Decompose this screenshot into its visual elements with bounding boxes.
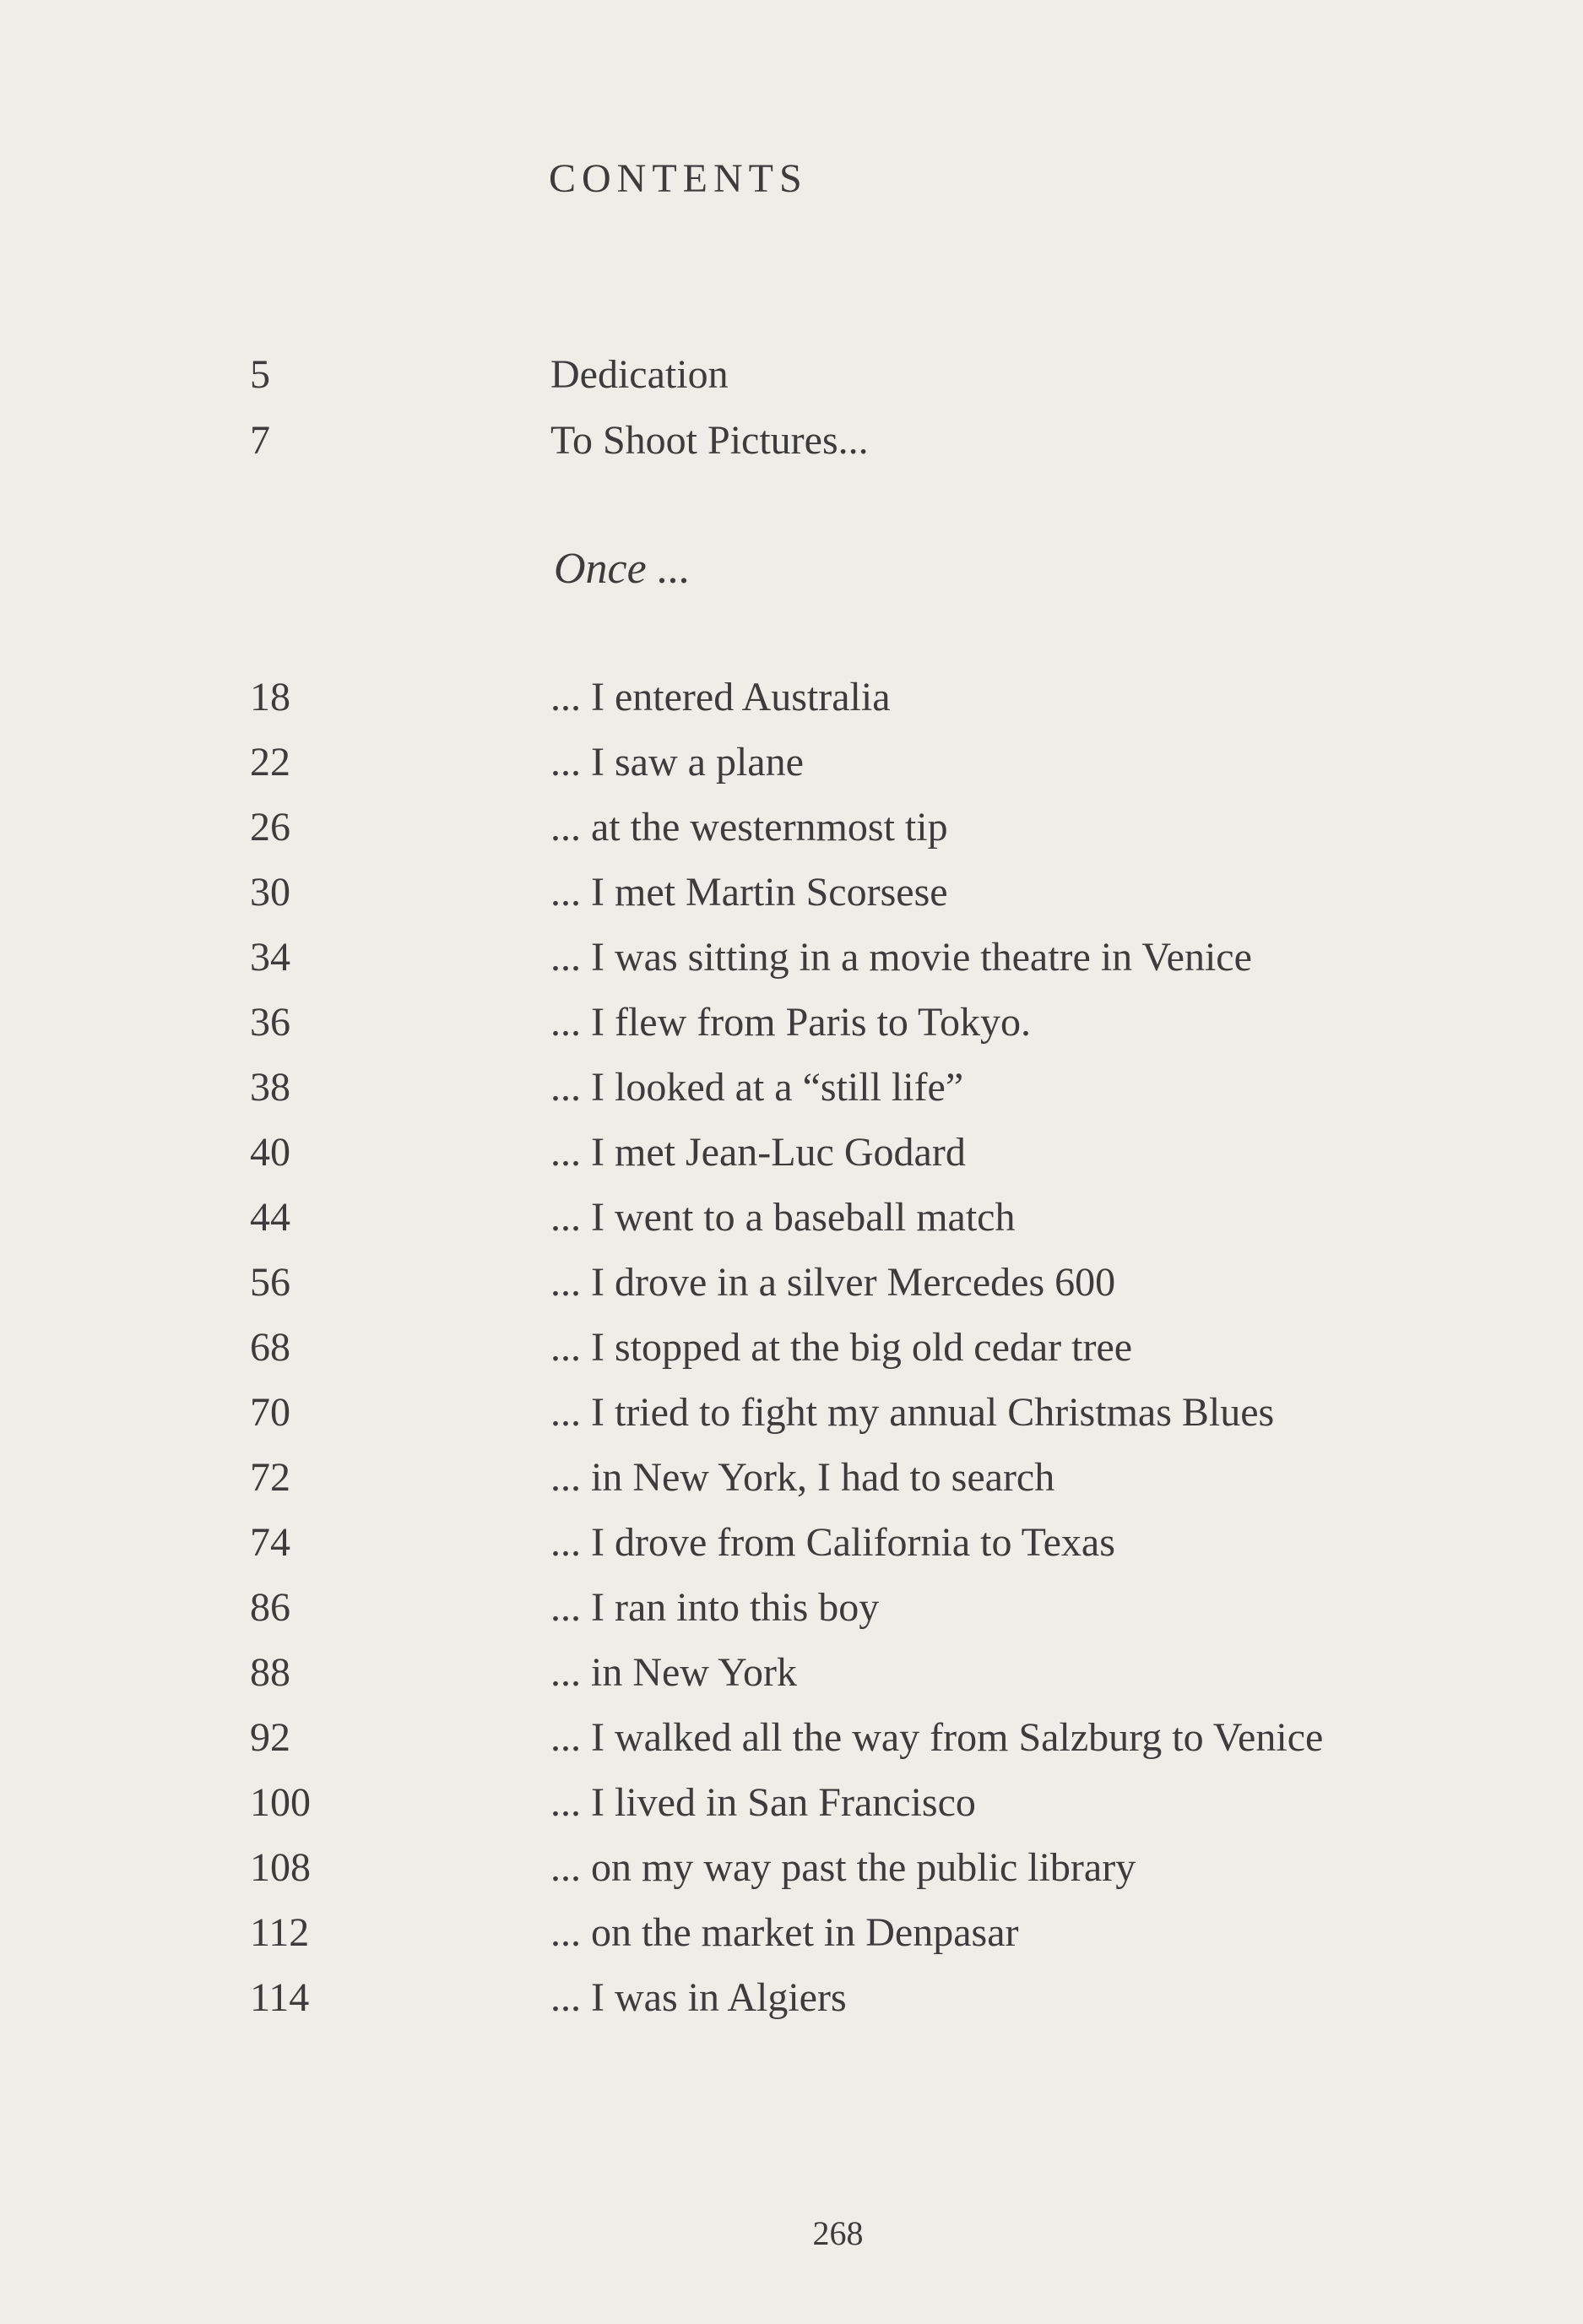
toc-entry-title: ... I met Jean-Luc Godard [550,1130,966,1175]
toc-entry [0,737,1583,788]
toc-page-number: 68 [250,1325,290,1370]
toc-entry [0,1973,1583,2023]
toc-entry-title: ... I lived in San Francisco [550,1780,976,1825]
toc-entry-title: ... I drove from California to Texas [550,1520,1115,1565]
toc-page-number: 30 [250,870,290,915]
toc-entry-title: ... I tried to fight my annual Christmas Blues [550,1390,1275,1435]
toc-entry [0,1843,1583,1893]
toc-page-number: 40 [250,1130,290,1175]
toc-page-number: 44 [250,1195,290,1240]
toc-entry [0,350,1583,400]
toc-page-number: 108 [250,1845,311,1890]
toc-entry [0,1713,1583,1763]
toc-entry [0,672,1583,723]
toc-entry-title: ... I was sitting in a movie theatre in Venice [550,935,1252,980]
toc-entry [0,1322,1583,1373]
toc-entry [0,1518,1583,1568]
toc-entry [0,867,1583,918]
toc-entry-title: To Shoot Pictures... [550,418,869,463]
toc-entry-title: ... on the market in Denpasar [550,1910,1019,1955]
toc-page-number: 100 [250,1780,311,1825]
toc-page-number: 88 [250,1650,290,1695]
toc-page-number: 56 [250,1260,290,1305]
toc-entry [0,932,1583,983]
toc-page-number: 92 [250,1715,290,1760]
toc-page-number: 18 [250,675,290,719]
toc-page-number: 22 [250,740,290,785]
toc-page-number: 114 [250,1975,310,2020]
toc-entry [0,415,1583,466]
contents-heading: CONTENTS [549,156,808,201]
toc-entry-title: ... I flew from Paris to Tokyo. [550,1000,1032,1045]
toc-entry [0,997,1583,1048]
toc-page-number: 36 [250,1000,290,1045]
toc-entry-title: ... I stopped at the big old cedar tree [550,1325,1133,1370]
toc-entry-title: ... I ran into this boy [550,1585,880,1630]
toc-entry [0,1192,1583,1243]
toc-page-number: 70 [250,1390,290,1435]
section-title: Once ... [554,545,691,593]
toc-page-number: 5 [250,352,270,397]
toc-entry [0,1778,1583,1828]
toc-entry-title: ... I drove in a silver Mercedes 600 [550,1260,1116,1305]
toc-page-number: 74 [250,1520,290,1565]
toc-entry-title: ... I was in Algiers [550,1975,847,2020]
toc-entry [0,1452,1583,1503]
toc-entry-title: ... I met Martin Scorsese [550,870,948,915]
toc-page-number: 34 [250,935,290,980]
toc-entry [0,1127,1583,1178]
toc-entry-title: Dedication [550,352,729,397]
toc-entry-title: ... at the westernmost tip [550,805,948,850]
toc-entry-title: ... in New York, I had to search [550,1455,1055,1500]
toc-entry-title: ... I went to a baseball match [550,1195,1016,1240]
toc-entry-title: ... I entered Australia [550,675,891,719]
toc-page-number: 7 [250,418,270,463]
toc-page-number: 72 [250,1455,290,1500]
toc-page-number: 26 [250,805,290,850]
toc-page-number: 86 [250,1585,290,1630]
toc-entry-title: ... in New York [550,1650,798,1695]
toc-page-number: 38 [250,1065,290,1110]
toc-entry [0,1583,1583,1633]
page-number: 268 [812,2214,864,2252]
toc-entry [0,802,1583,853]
toc-entry-title: ... on my way past the public library [550,1845,1136,1890]
toc-entry [0,1648,1583,1698]
toc-entry-title: ... I saw a plane [550,740,804,785]
toc-entry-title: ... I walked all the way from Salzburg to Venice [550,1715,1324,1760]
toc-entry [0,1062,1583,1113]
toc-entry [0,1908,1583,1958]
toc-entry [0,1387,1583,1438]
toc-entry-title: ... I looked at a “still life” [550,1065,964,1110]
toc-page-number: 112 [250,1910,310,1955]
toc-entry [0,1257,1583,1308]
